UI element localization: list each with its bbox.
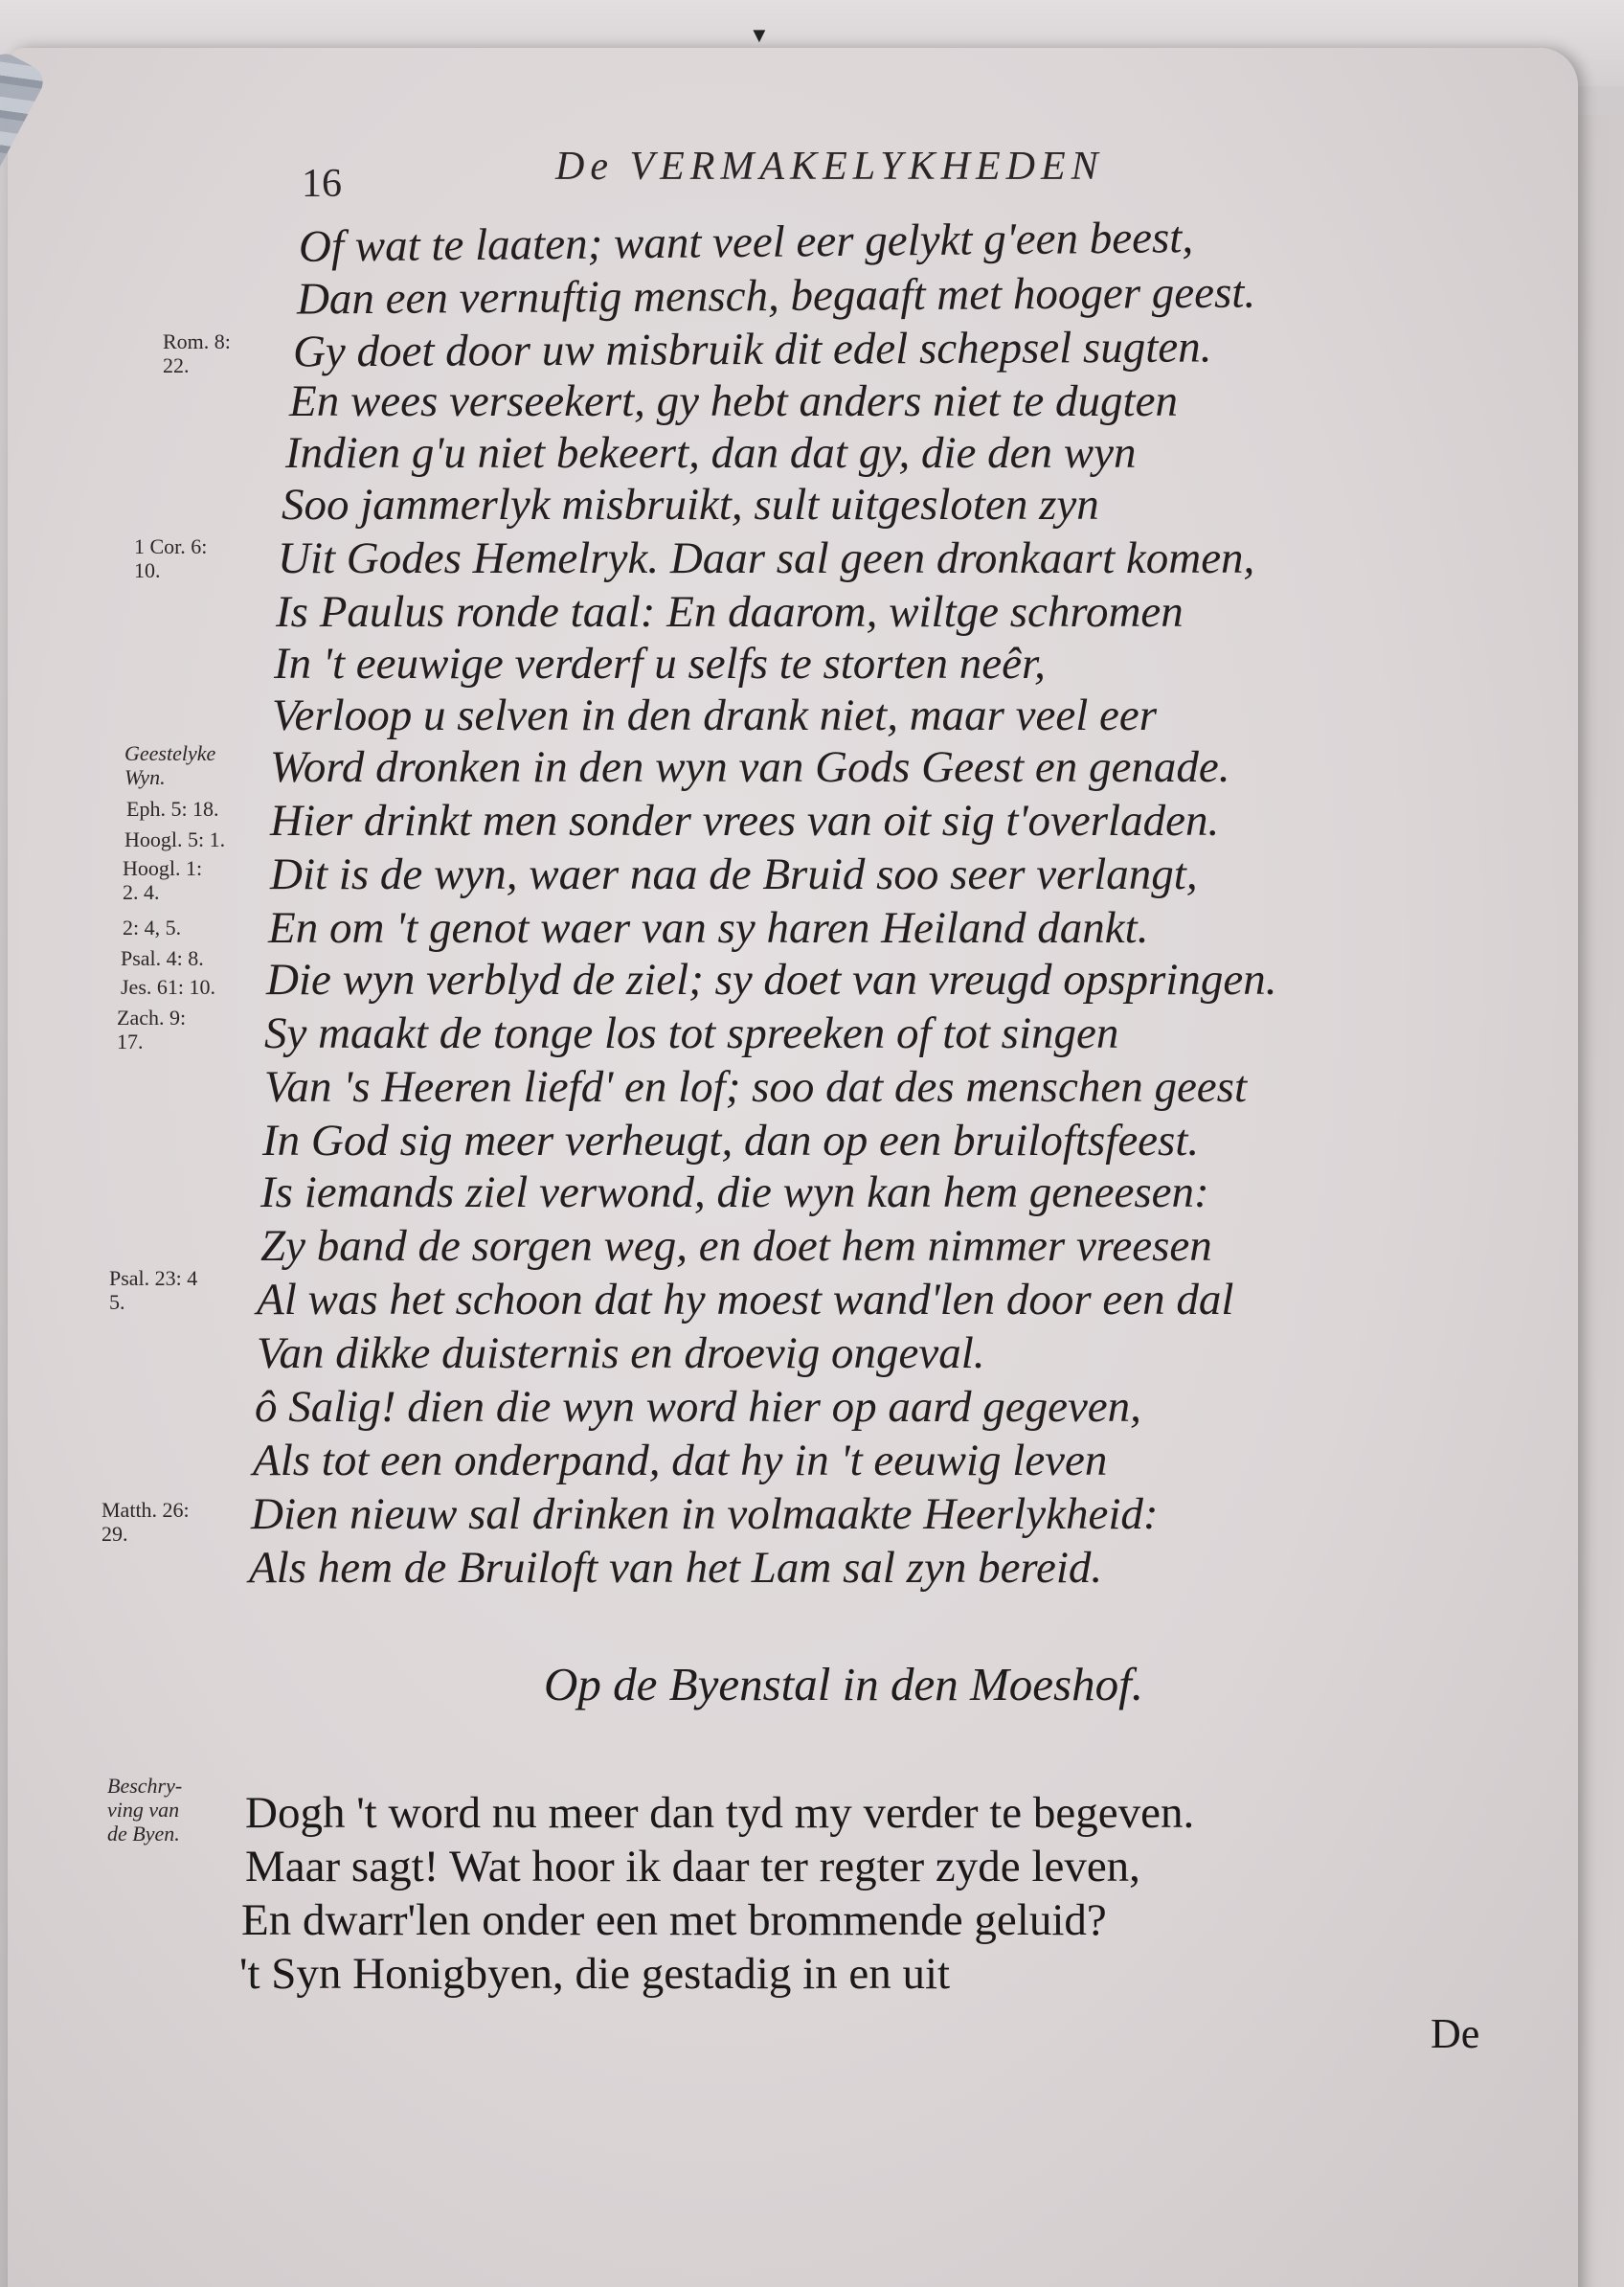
margin-note: Psal. 4: 8. [121, 946, 204, 970]
verse-line: Sy maakt de tonge los tot spreeken of tot singen [264, 1008, 1119, 1058]
running-head: De VERMAKELYKHEDEN [555, 145, 1104, 189]
margin-note: Eph. 5: 18. [126, 797, 219, 821]
verse-line: Dit is de wyn, waer naa de Bruid soo seer verlangt, [270, 849, 1198, 899]
section-title: Op de Byenstal in den Moeshof. [544, 1658, 1143, 1710]
verse-line: Soo jammerlyk misbruikt, sult uitgesloten zyn [282, 480, 1099, 530]
margin-note: Psal. 23: 4 5. [109, 1266, 198, 1314]
verse-line: In God sig meer verheugt, dan op een bruiloftsfeest. [262, 1116, 1200, 1166]
margin-note: Hoogl. 5: 1. [124, 827, 226, 851]
verse-line: Gy doet door uw misbruik dit edel schepsel sugten. [292, 322, 1212, 377]
verse-line: Is Paulus ronde taal: En daarom, wiltge schromen [276, 587, 1184, 637]
verse-line: Die wyn verblyd de ziel; sy doet van vreugd opspringen. [266, 955, 1277, 1005]
verse-line: Hier drinkt men sonder vrees van oit sig t'overladen. [270, 796, 1220, 846]
verse-line: Dien nieuw sal drinken in volmaakte Heerlykheid: [251, 1489, 1159, 1539]
verse-line: Van 's Heeren liefd' en lof; soo dat des menschen geest [264, 1062, 1248, 1112]
bookmark-ribbon [0, 48, 49, 354]
margin-note: Jes. 61: 10. [121, 975, 215, 999]
verse-line: En om 't genot waer van sy haren Heiland dankt. [268, 903, 1149, 953]
margin-note: Hoogl. 1: 2. 4. [123, 856, 203, 904]
verse-line: In 't eeuwige verderf u selfs te storten neêr, [274, 639, 1046, 689]
margin-note: Rom. 8: 22. [163, 329, 231, 377]
verse-line: Als hem de Bruiloft van het Lam sal zyn bereid. [249, 1543, 1103, 1593]
margin-note: Beschry- ving van de Byen. [107, 1774, 183, 1845]
roman-line: Dogh 't word nu meer dan tyd my verder te begeven. [245, 1788, 1195, 1838]
margin-note: 2: 4, 5. [123, 916, 182, 940]
catchword: De [1431, 2010, 1480, 2057]
roman-line: En dwarr'len onder een met brommende geluid? [241, 1895, 1107, 1945]
verse-line: Word dronken in den wyn van Gods Geest en genade. [270, 742, 1230, 792]
page-number: 16 [302, 162, 342, 206]
verse-line: Zy band de sorgen weg, en doet hem nimmer vreesen [260, 1221, 1212, 1271]
page-header [287, 144, 1341, 206]
pin-mark-icon: ▼ [749, 23, 770, 47]
verse-line: Of wat te laaten; want veel eer gelykt g'een beest, [298, 213, 1194, 272]
verse-line: Dan een vernuftig mensch, begaaft met hooger geest. [296, 267, 1256, 325]
verse-line: Van dikke duisternis en droevig ongeval. [257, 1328, 985, 1378]
verse-line: ô Salig! dien die wyn word hier op aard gegeven, [255, 1382, 1141, 1432]
verse-line: Als tot een onderpand, dat hy in 't eeuwig leven [253, 1436, 1108, 1485]
margin-note: Matth. 26: 29. [102, 1498, 190, 1546]
verse-line: Is iemands ziel verwond, die wyn kan hem geneesen: [260, 1167, 1209, 1217]
roman-line: Maar sagt! Wat hoor ik daar ter regter zyde leven, [245, 1842, 1140, 1891]
margin-note: 1 Cor. 6: 10. [134, 534, 208, 582]
verse-line: Al was het schoon dat hy moest wand'len door een dal [257, 1275, 1234, 1325]
verse-line: Uit Godes Hemelryk. Daar sal geen dronkaart komen, [278, 533, 1255, 583]
roman-line: 't Syn Honigbyen, die gestadig in en uit [239, 1949, 951, 1999]
margin-note: Zach. 9: 17. [117, 1006, 187, 1053]
verse-line: Verloop u selven in den drank niet, maar veel eer [272, 691, 1158, 740]
margin-note: Geestelyke Wyn. [124, 741, 216, 789]
verse-line: Indien g'u niet bekeert, dan dat gy, die den wyn [285, 428, 1137, 478]
verse-line: En wees verseekert, gy hebt anders niet te dugten [289, 376, 1178, 426]
